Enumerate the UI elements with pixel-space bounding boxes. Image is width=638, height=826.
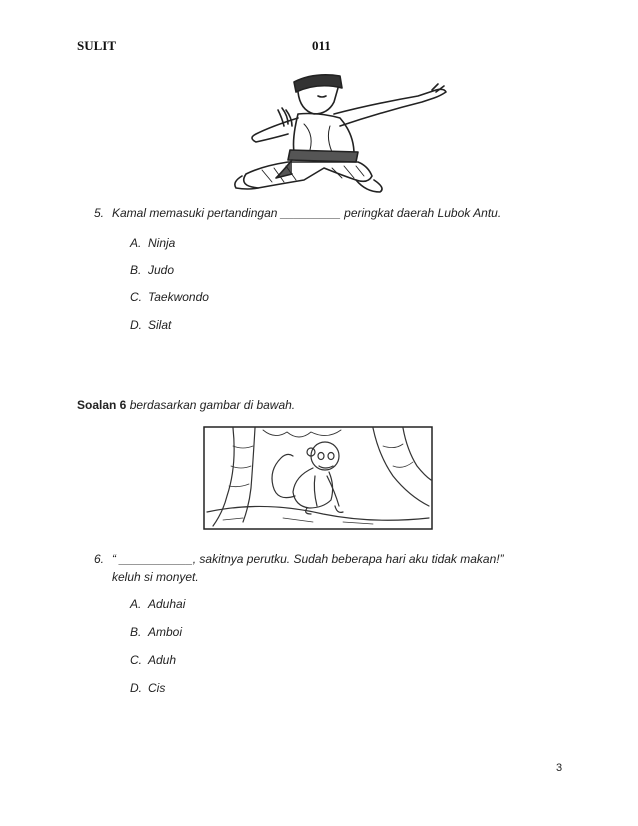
option-text: Amboi [148, 625, 183, 639]
question-6-line2: keluh si monyet. [112, 570, 199, 584]
silat-fighter-illustration [222, 68, 470, 194]
question-5-option-a[interactable] [130, 236, 175, 250]
section-6-label: Soalan 6 [77, 398, 127, 412]
section-6-instruction: berdasarkan gambar di bawah. [129, 398, 296, 412]
question-5-text: Kamal memasuki pertandingan _________ peringkat daerah Lubok Antu. [112, 206, 502, 220]
monkey-illustration [203, 426, 433, 530]
question-5 [94, 203, 501, 223]
option-text: Judo [148, 263, 175, 277]
question-5-number: 5. [94, 206, 105, 220]
question-5-option-b[interactable] [130, 263, 174, 277]
question-5-option-d[interactable] [130, 318, 171, 332]
question-6-option-b[interactable] [130, 625, 182, 639]
option-letter: B. [130, 625, 142, 639]
question-6-number: 6. [94, 552, 105, 566]
question-6-option-a[interactable] [130, 597, 185, 611]
header-sulit: SULIT [77, 38, 117, 53]
option-text: Aduhai [148, 597, 186, 611]
page-number: 3 [556, 762, 563, 774]
option-letter: B. [130, 263, 142, 277]
option-letter: A. [130, 597, 142, 611]
option-text: Taekwondo [148, 290, 209, 304]
option-text: Aduh [148, 653, 177, 667]
option-text: Silat [148, 318, 172, 332]
question-6-option-c[interactable] [130, 653, 176, 667]
option-letter: C. [130, 653, 142, 667]
question-6-text-line1: “ ___________, sakitnya perutku. Sudah beberapa hari aku tidak makan!” [112, 552, 504, 566]
section-6-intro [77, 398, 295, 412]
option-letter: D. [130, 681, 142, 695]
question-6-option-d[interactable] [130, 681, 165, 695]
option-text: Ninja [148, 236, 176, 250]
option-letter: A. [130, 236, 142, 250]
option-letter: D. [130, 318, 142, 332]
option-text: Cis [148, 681, 166, 695]
header-code: 011 [312, 38, 331, 53]
option-letter: C. [130, 290, 142, 304]
question-5-option-c[interactable] [130, 290, 209, 304]
question-6 [94, 549, 504, 569]
